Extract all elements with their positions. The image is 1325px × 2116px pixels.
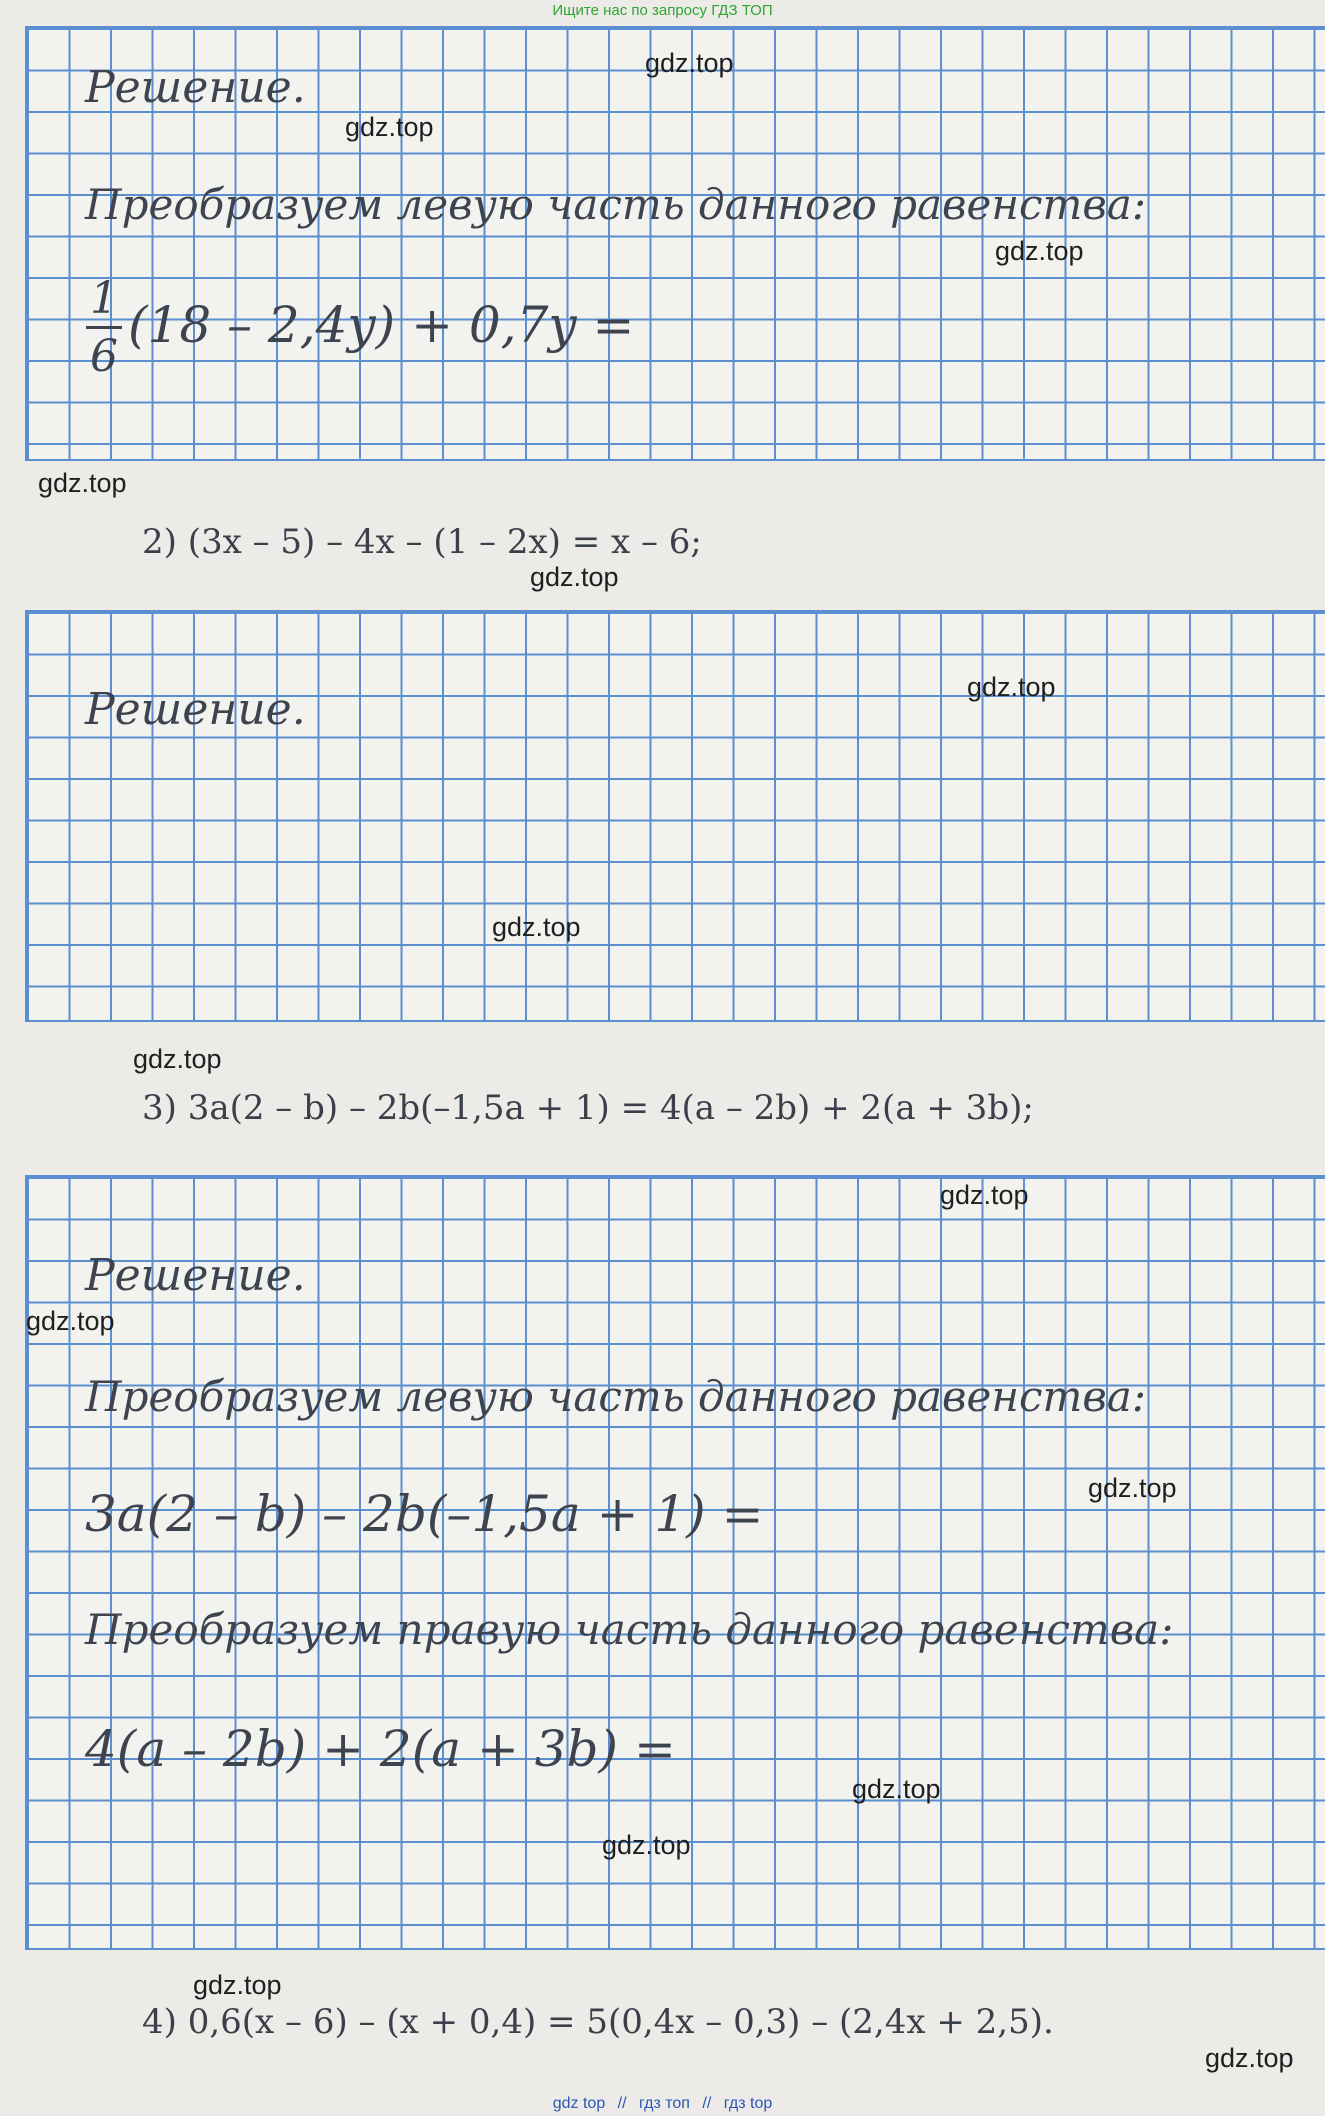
bottom-separator: //: [617, 2095, 627, 2112]
bottom-link-gdz-top-ru[interactable]: гдз топ: [639, 2095, 690, 2112]
expression-3b: 4(a – 2b) + 2(a + 3b) =: [85, 1720, 676, 1778]
top-banner[interactable]: Ищите нас по запросу ГДЗ ТОП: [552, 2, 773, 19]
bottom-link-gdz-top[interactable]: gdz top: [552, 2095, 606, 2112]
expression-3a: 3a(2 – b) – 2b(–1,5a + 1) =: [85, 1485, 764, 1543]
watermark: gdz.top: [193, 1970, 282, 2000]
fraction-bar: [86, 326, 122, 329]
watermark: gdz.top: [530, 562, 619, 592]
watermark: gdz.top: [967, 672, 1056, 702]
watermark: gdz.top: [133, 1044, 222, 1074]
watermark: gdz.top: [492, 912, 581, 942]
grid-paper-block-2: [25, 610, 1325, 1022]
task-4: 4) 0,6(x – 6) – (x + 0,4) = 5(0,4x – 0,3) – (2,4x + 2,5).: [142, 2002, 1054, 2042]
solution-label-3: Решение.: [85, 1250, 306, 1301]
expression-1: (18 – 2,4y) + 0,7y =: [128, 296, 635, 354]
bottom-separator: //: [702, 2095, 712, 2112]
bottom-banner: [0, 2092, 1325, 2116]
watermark: gdz.top: [26, 1306, 115, 1336]
solution-line-3b: Преобразуем правую часть данного равенства:: [85, 1605, 1174, 1654]
bottom-link-gdz-top-mixed[interactable]: гдз top: [723, 2095, 773, 2112]
watermark: gdz.top: [940, 1180, 1029, 1210]
watermark: gdz.top: [1088, 1473, 1177, 1503]
watermark: gdz.top: [38, 468, 127, 498]
task-2: 2) (3x – 5) – 4x – (1 – 2x) = x – 6;: [142, 522, 702, 562]
watermark: gdz.top: [602, 1830, 691, 1860]
solution-label-1: Решение.: [85, 62, 306, 113]
watermark: gdz.top: [645, 48, 734, 78]
watermark: gdz.top: [1205, 2043, 1294, 2073]
solution-line-3a: Преобразуем левую часть данного равенства:: [85, 1372, 1146, 1421]
solution-label-2: Решение.: [85, 684, 306, 735]
watermark: gdz.top: [852, 1774, 941, 1804]
task-3: 3) 3a(2 – b) – 2b(–1,5a + 1) = 4(a – 2b) + 2(a + 3b);: [142, 1088, 1034, 1128]
fraction-denominator: 6: [90, 331, 118, 382]
watermark: gdz.top: [345, 112, 434, 142]
watermark: gdz.top: [995, 236, 1084, 266]
solution-line-1: Преобразуем левую часть данного равенства:: [85, 180, 1146, 229]
fraction-numerator: 1: [90, 273, 118, 324]
